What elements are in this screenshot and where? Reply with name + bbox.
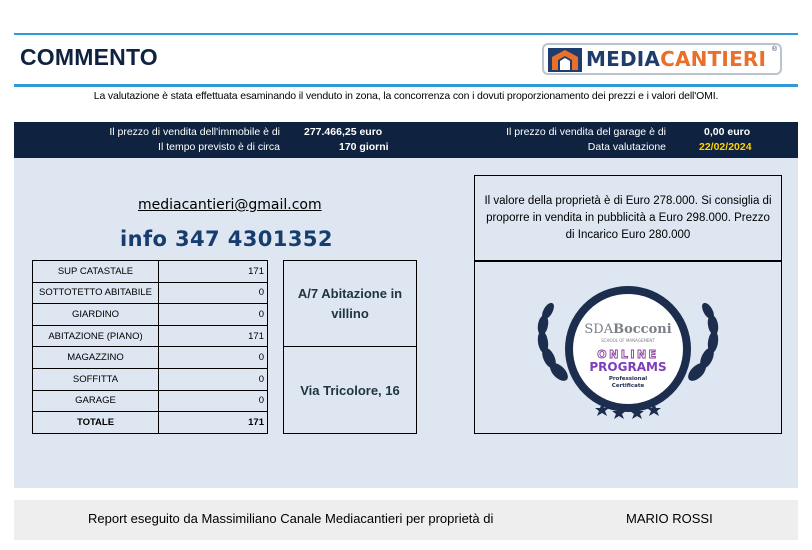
svg-text:SDABocconi: [584, 322, 671, 337]
table-row: [33, 304, 268, 326]
badge-school-sub: SCHOOL OF MANAGEMENT: [601, 338, 655, 343]
area-label: SOFFITTA: [33, 368, 159, 390]
area-value: 0: [159, 347, 268, 369]
area-label: GIARDINO: [33, 304, 159, 326]
intro-text: La valutazione è stata effettuata esaminando il venduto in zona, la concorrenza con i dovuti proporzionamento dei prezzi e i valori dell'OMI.: [93, 90, 719, 102]
garage-price-label: Il prezzo di vendita del garage è di: [506, 126, 666, 138]
table-row: [33, 261, 268, 283]
table-row: [33, 390, 268, 412]
area-label: SUP CATASTALE: [33, 261, 159, 283]
badge-school-sda: SDA: [584, 322, 614, 337]
area-value: 0: [159, 368, 268, 390]
badge-line-certificate: Certificate: [611, 383, 645, 389]
contact-phone: info 347 4301352: [120, 227, 333, 251]
registered-icon: ®: [771, 46, 777, 53]
badge-school-bocconi: Bocconi: [613, 322, 672, 337]
area-value: 0: [159, 304, 268, 326]
header-rule: [14, 84, 798, 87]
property-category: A/7 Abitazione in villino: [284, 261, 416, 347]
footer-owner: MARIO ROSSI: [626, 511, 713, 526]
area-label: MAGAZZINO: [33, 347, 159, 369]
valuation-text: Il valore della proprietà è di Euro 278.000. Si consiglia di proporre in vendita in pubblicità a Euro 298.000. Prezzo di Incarico Euro 280.000: [474, 175, 782, 261]
table-row: [33, 347, 268, 369]
table-row: [33, 368, 268, 390]
page-title: COMMENTO: [20, 44, 158, 70]
badge-line-online: ONLINE: [597, 348, 659, 361]
logo-text: [586, 49, 766, 69]
area-value: 171: [159, 325, 268, 347]
total-row: [33, 412, 268, 434]
time-value: 170 giorni: [339, 141, 389, 153]
summary-bar: [14, 122, 798, 158]
area-label: SOTTOTETTO ABITABILE: [33, 282, 159, 304]
area-value: 0: [159, 282, 268, 304]
area-value: 0: [159, 390, 268, 412]
contact-email-link[interactable]: mediacantieri@gmail.com: [138, 197, 322, 213]
logo-text-media: MEDIA: [586, 47, 661, 71]
total-value: 171: [159, 412, 268, 434]
sale-price-value: 277.466,25 euro: [304, 126, 383, 138]
house-logo-icon: [548, 46, 582, 72]
date-value: 22/02/2024: [699, 141, 752, 153]
badge-line-professional: Professional: [608, 376, 648, 382]
area-label: ABITAZIONE (PIANO): [33, 325, 159, 347]
badge-box: [474, 261, 782, 434]
table-row: [33, 282, 268, 304]
area-table: [32, 260, 268, 434]
footer: [14, 500, 798, 540]
sda-bocconi-badge: [475, 262, 781, 433]
property-box: [283, 260, 417, 434]
footer-text: Report eseguito da Massimiliano Canale Mediacantieri per proprietà di: [88, 511, 494, 526]
garage-price-value: 0,00 euro: [704, 126, 751, 138]
date-label: Data valutazione: [587, 141, 666, 153]
top-rule: [14, 33, 798, 35]
property-address: Via Tricolore, 16: [300, 382, 400, 398]
sale-price-label: Il prezzo di vendita dell'immobile è di: [109, 126, 280, 138]
table-row: [33, 325, 268, 347]
total-label: TOTALE: [33, 412, 159, 434]
logo-text-cantieri: CANTIERI: [660, 47, 767, 71]
area-label: GARAGE: [33, 390, 159, 412]
area-value: 171: [159, 261, 268, 283]
mediacantieri-logo: [542, 43, 782, 75]
badge-line-programs: PROGRAMS: [589, 360, 667, 374]
time-label: Il tempo previsto è di circa: [158, 141, 280, 153]
